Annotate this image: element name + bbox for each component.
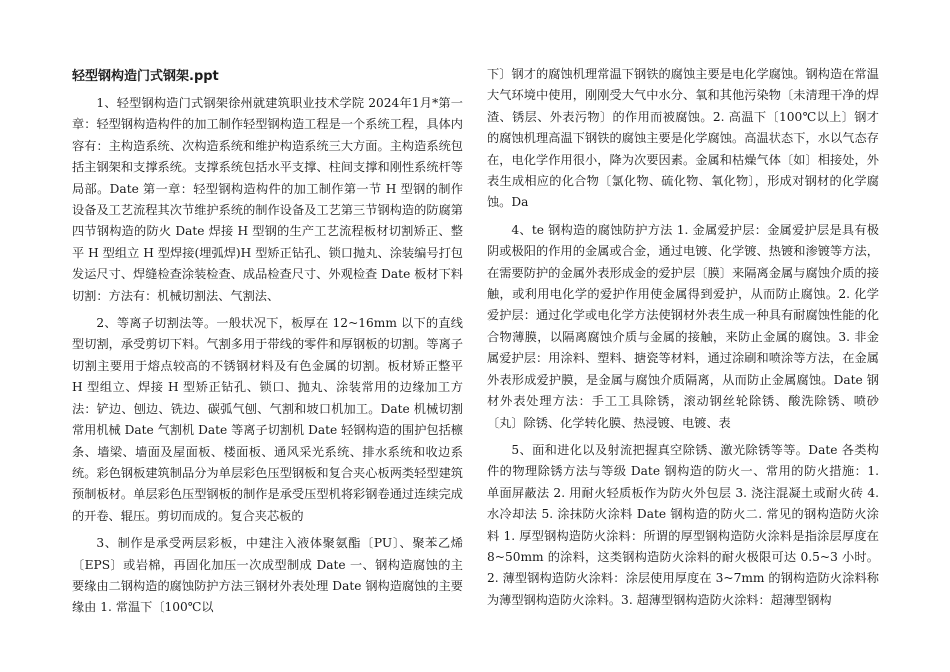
document-title: 轻型钢构造门式钢架.ppt <box>72 69 219 84</box>
paragraph-3: 3、制作是承受两层彩板，中建注入液体聚氨酯〔PU〕、聚苯乙烯〔EPS〕或岩棉，再固化加压一次成型制成 Date 一、钢构造腐蚀的主要缘由二钢构造的腐蚀防护方法三钢材外表处理 Date 钢构造腐蚀的主要缘由 1. 常温下〔100℃以 <box>72 536 463 615</box>
paragraph-3-continued: 下〕钢才的腐蚀机理常温下钢铁的腐蚀主要是电化学腐蚀。钢构造在常温大气环境中使用，刚刚受大气中水分、氧和其他污染物〔未清理干净的焊渣、锈层、外表污物〕的作用而被腐蚀。2. 高温下〔100℃以上〕钢才的腐蚀机理高温下钢铁的腐蚀主要是化学腐蚀。高温状态下，水以气态存在，电化学作用很小，降为次要因素。金属和枯燥气体〔如〕相接处，外表生成相应的化合物〔氯化物、硫化物、氧化物〕，形成对钢材的化学腐蚀。Da <box>487 67 879 210</box>
paragraph-1: 1、轻型钢构造门式钢架徐州就建筑职业技术学院 2024年1月*第一章：轻型钢构造构件的加工制作轻型钢构造工程是一个系统工程，具体内容有：主构造系统、次构造系统和维护构造系统三大方面。主构造系统包括主钢架和支撑系统。支撑系统包括水平支撑、柱间支撑和刚性系统杆等局部。Date 第一章：轻型钢构造构件的加工制作第一节 H 型钢的制作设备及工艺流程其次节维护系统的制作设备及工艺第三节钢构造的防腐第四节钢构造的防火 Date 焊接 H 型钢的生产工艺流程板材切割矫正、整平 H 型组立 H 型焊接(埋弧焊)H 型矫正钻孔、锁口抛丸、涂装编号打包发运尺寸、焊缝检查涂装检查、成品检查尺寸、外观检查 Date 板材下料切割：方法有：机械切割法、气割法、 <box>72 96 463 303</box>
right-column <box>487 64 879 617</box>
left-column <box>72 62 463 625</box>
paragraph-5: 5、面和进化以及射流把握真空除锈、激光除锈等等。Date 各类构件的物理除锈方法与等级 Date 钢构造的防火一、常用的防火措施：1. 单面屏蔽法 2. 用耐火轻质板作为防火外包层 3. 浇注混凝土或耐火砖 4. 水冷却法 5. 涂抹防火涂料 Date 钢构造的防火二. 常见的钢构造防火涂料 1. 厚型钢构造防火涂料：所谓的厚型钢构造防火涂料是指涂层厚度在 8~50mm 的涂料，这类钢构造防火涂料的耐火极限可达 0.5~3 小时。2. 薄型钢构造防火涂料：涂层使用厚度在 3~7mm 的钢构造防火涂料称为薄型钢构造防火涂料。3. 超薄型钢构造防火涂料：超薄型钢构 <box>487 442 879 607</box>
paragraph-4: 4、te 钢构造的腐蚀防护方法 1. 金属爱护层：金属爱护层是具有极阴或极阳的作用的金属或合金，通过电镀、化学镀、热镀和渗镀等方法，在需要防护的金属外表形成金的爱护层〔膜〕来隔离金属与腐蚀介质的接触，或利用电化学的爱护作用使金属得到爱护，从而防止腐蚀。2. 化学爱护层：通过化学或电化学方法使钢材外表生成一种具有耐腐蚀性能的化合物薄膜，以隔离腐蚀介质与金属的接触，来防止金属的腐蚀。3. 非金属爱护层：用涂料、塑料、搪瓷等材料，通过涂刷和喷涂等方法，在金属外表形成爱护膜，是金属与腐蚀介质隔离，从而防止金属腐蚀。Date 钢材外表处理方法：手工工具除锈，滚动钢丝轮除锈、酸洗除锈、喷砂〔丸〕除锈、化学转化膜、热浸镀、电镀、表 <box>487 222 879 430</box>
paragraph-2: 2、等离子切割法等。一般状况下，板厚在 12~16mm 以下的直线型切割，承受剪切下料。气割多用于带线的零件和厚钢板的切割。等离子切割主要用于熔点较高的不锈钢材料及有色金属的切割。板材矫正整平 H 型组立、焊接 H 型矫正钻孔、锁口、抛丸、涂装常用的边缘加工方法：铲边、刨边、铣边、碳弧气刨、气割和坡口机加工。Date 机械切割常用机械 Date 气割机 Date 等离子切割机 Date 轻钢构造的围护包括檩条、墙梁、墙面及屋面板、楼面板、通风采光系统、排水系统和收边系统。彩色钢板建筑制品分为单层彩色压型钢板和复合夹心板两类轻型建筑预制板材。单层彩色压型钢板的制作是承受压型机将彩钢卷通过连续完成的开卷、辊压。剪切而成的。复合夹芯板的 <box>72 316 463 523</box>
